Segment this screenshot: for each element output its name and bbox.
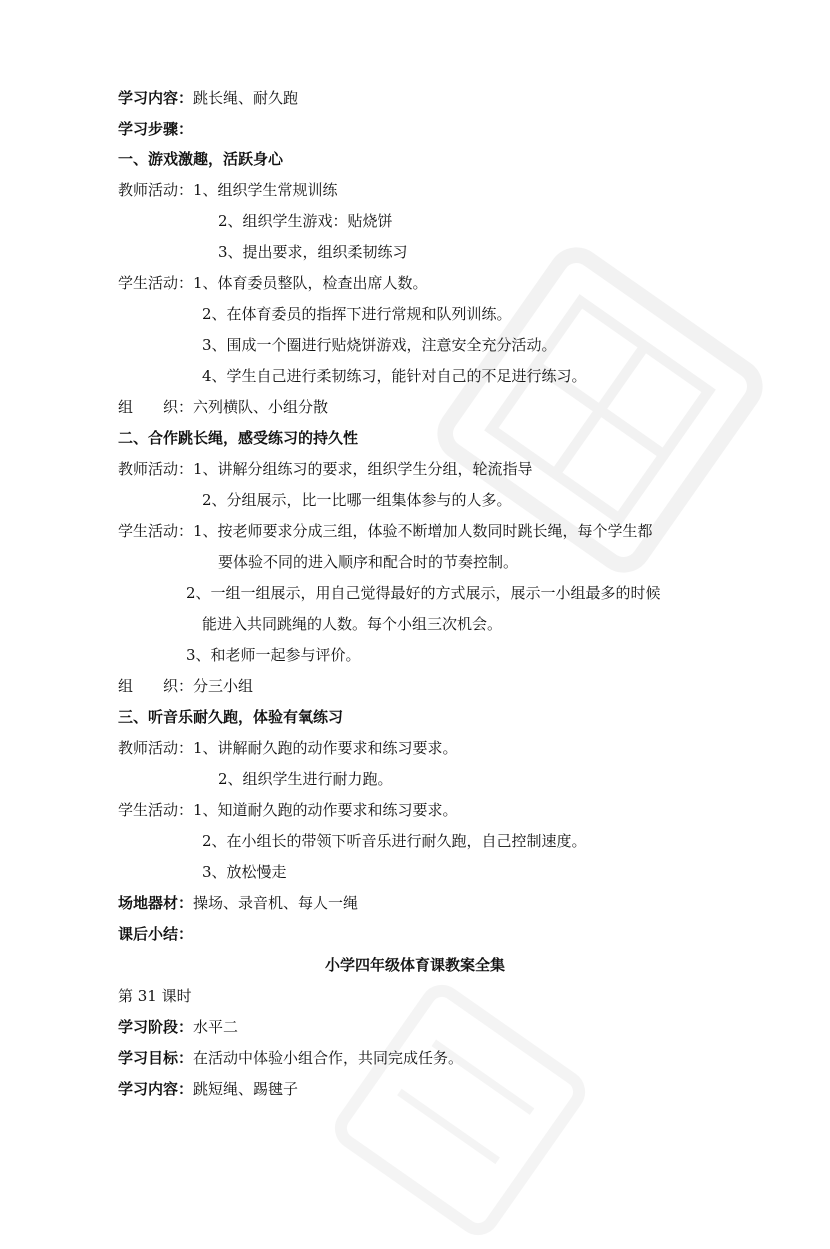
- label: 学习内容：: [118, 1080, 194, 1098]
- teacher-activity-3-1: 教师活动：1、讲解耐久跑的动作要求和练习要求。: [118, 739, 458, 757]
- heading-learning-steps: 学习步骤：: [118, 120, 194, 138]
- watermark-seal-icon-bottom: [321, 971, 600, 1249]
- label: 学习目标：: [118, 1049, 194, 1067]
- value: 水平二: [193, 1018, 239, 1036]
- doc-title: 小学四年级体育课教案全集: [324, 956, 505, 974]
- heading-after-class-summary: 课后小结：: [118, 925, 194, 943]
- line-learning-content: [118, 88, 298, 108]
- teacher-activity-3-2: 2、组织学生进行耐力跑。: [218, 770, 393, 788]
- student-activity-3-2: 2、在小组长的带领下听音乐进行耐久跑，自己控制速度。: [202, 832, 587, 850]
- lesson-number: 第 31 课时: [118, 987, 192, 1005]
- student-activity-1: 学生活动：1、体育委员整队，检查出席人数。: [118, 274, 428, 292]
- value: 跳长绳、耐久跑: [193, 89, 299, 107]
- heading-step-2: 二、合作跳长绳，感受练习的持久性: [118, 429, 359, 447]
- student-activity-3-1: 学生活动：1、知道耐久跑的动作要求和练习要求。: [118, 801, 458, 819]
- line-learning-content-2: [118, 1079, 298, 1099]
- student-activity-2-3: 3、和老师一起参与评价。: [186, 646, 361, 664]
- teacher-activity-3: 3、提出要求，组织柔韧练习: [218, 243, 408, 261]
- line-learning-stage: [118, 1017, 238, 1037]
- label: 场地器材：: [118, 894, 194, 912]
- student-activity-2-2: 2、一组一组展示，用自己觉得最好的方式展示，展示一小组最多的时候: [186, 584, 661, 602]
- teacher-activity-2-1: 教师活动：1、讲解分组练习的要求，组织学生分组，轮流指导: [118, 460, 533, 478]
- label: 学习阶段：: [118, 1018, 194, 1036]
- line-learning-goal: [118, 1048, 463, 1068]
- teacher-activity-2: 2、组织学生游戏：贴烧饼: [218, 212, 393, 230]
- label: 学习内容：: [118, 89, 194, 107]
- organization-2: 组 织：分三小组: [118, 677, 254, 695]
- heading-step-1: 一、游戏激趣，活跃身心: [118, 150, 284, 168]
- value: 跳短绳、踢毽子: [193, 1080, 299, 1098]
- student-activity-4: 4、学生自己进行柔韧练习，能针对自己的不足进行练习。: [202, 367, 587, 385]
- organization-1: 组 织：六列横队、小组分散: [118, 398, 329, 416]
- teacher-activity-1: 教师活动：1、组织学生常规训练: [118, 181, 338, 199]
- value: 操场、录音机、每人一绳: [193, 894, 359, 912]
- student-activity-2-1: 学生活动：1、按老师要求分成三组，体验不断增加人数同时跳长绳，每个学生都: [118, 522, 653, 540]
- line-venue-equipment: [118, 893, 358, 913]
- teacher-activity-2-2: 2、分组展示，比一比哪一组集体参与的人多。: [202, 491, 512, 509]
- student-activity-2-2-cont: 能进入共同跳绳的人数。每个小组三次机会。: [202, 615, 503, 633]
- student-activity-3-3: 3、放松慢走: [202, 863, 287, 881]
- student-activity-2: 2、在体育委员的指挥下进行常规和队列训练。: [202, 305, 512, 323]
- heading-step-3: 三、听音乐耐久跑，体验有氧练习: [118, 708, 344, 726]
- student-activity-3: 3、围成一个圈进行贴烧饼游戏，注意安全充分活动。: [202, 336, 557, 354]
- student-activity-2-1-cont: 要体验不同的进入顺序和配合时的节奏控制。: [218, 553, 519, 571]
- value: 在活动中体验小组合作，共同完成任务。: [193, 1049, 464, 1067]
